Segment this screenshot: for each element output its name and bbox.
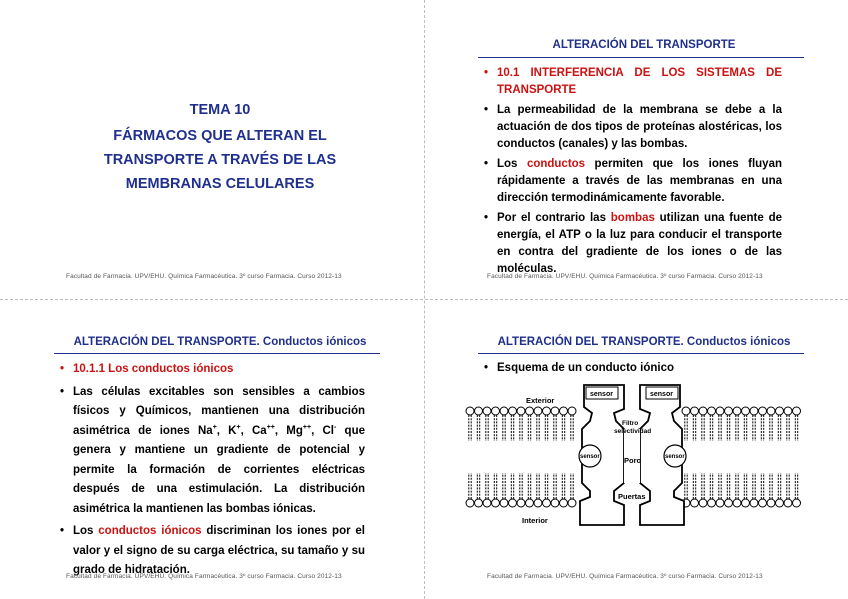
lipid-molecule (543, 407, 551, 441)
exterior-label: Exterior (526, 396, 555, 405)
lipid-molecule (716, 473, 724, 507)
lipid-molecule (767, 407, 775, 441)
slide-footer: Facultad de Farmacia. UPV/EHU. Química Farmacéutica. 3º curso Farmacia. Curso 2012-13 (66, 273, 342, 280)
text-run: Los (73, 525, 99, 537)
slide-footer: Facultad de Farmacia. UPV/EHU. Química Farmacéutica. 3º curso Farmacia. Curso 2012-13 (487, 573, 763, 580)
lipid-molecule (568, 407, 576, 441)
lipid-molecule (475, 407, 483, 441)
lipid-molecule (776, 473, 784, 507)
lipid-molecule (725, 407, 733, 441)
lipid-molecule (500, 407, 508, 441)
lipid-molecule (708, 407, 716, 441)
lipid-molecule (560, 473, 568, 507)
lipid-molecule (517, 407, 525, 441)
sensor-label: sensor (665, 454, 685, 460)
lipid-molecule (466, 407, 474, 441)
bullet-list (482, 360, 782, 380)
lipid-molecule (750, 407, 758, 441)
text-run: permiten que los iones fluyan rápidamente a través de las membranas en una dirección termodinámicamente favorable. (497, 158, 783, 204)
lipid-molecule (742, 407, 750, 441)
slide-title: ALTERACIÓN DEL TRANSPORTE. Conductos iónicos (73, 336, 367, 348)
bullet-item (482, 156, 782, 207)
tema-number: TEMA 10 (189, 102, 251, 118)
title-underline (478, 353, 804, 354)
text-run: que genera y mantiene un gradiente de potencial y permite la formación de corrientes eléctricas después de una estimulación. La distribución asimétrica la mantienen las bombas iónicas. (73, 424, 365, 515)
lipid-molecule (534, 407, 542, 441)
title-line-1: FÁRMACOS QUE ALTERAN EL (113, 128, 327, 144)
lipid-molecule (551, 473, 559, 507)
lipid-molecule (509, 407, 517, 441)
lipid-molecule (517, 473, 525, 507)
filter-label-1: Filtro (622, 420, 639, 427)
lipid-molecule (742, 473, 750, 507)
lipid-molecule (725, 473, 733, 507)
lipid-molecule (767, 473, 775, 507)
slide-title: ALTERACIÓN DEL TRANSPORTE. Conductos iónicos (497, 336, 791, 348)
slide-footer: Facultad de Farmacia. UPV/EHU. Química Farmacéutica. 3º curso Farmacia. Curso 2012-13 (487, 273, 763, 280)
lipid-molecule (526, 473, 534, 507)
lipid-molecule (750, 473, 758, 507)
lipid-molecule (560, 407, 568, 441)
text-run: discriminan los iones por el valor y el signo de su carga eléctrica, su tamaño y su grado de hidratación. (73, 525, 365, 576)
lipid-molecule (492, 407, 500, 441)
ion-channel-diagram (464, 383, 804, 533)
lipid-molecule (793, 407, 801, 441)
lipid-molecule (691, 473, 699, 507)
text-run: Las células excitables son sensibles a cambios físicos y Químicos, mantienen una distribución asimétrica de iones Na (73, 385, 365, 437)
bullet-item: • Esquema de un conducto iónico (482, 360, 782, 377)
text-run: , Cl (311, 424, 334, 437)
slide-footer: Facultad de Farmacia. UPV/EHU. Química Farmacéutica. 3º curso Farmacia. Curso 2012-13 (66, 573, 342, 580)
highlight-term: conductos (526, 158, 586, 170)
lipid-molecule (475, 473, 483, 507)
highlight-term: bombas (610, 212, 655, 224)
gates-label: Puertas (618, 492, 646, 501)
lipid-molecule (793, 473, 801, 507)
section-heading: • 10.1.1 Los conductos iónicos (58, 360, 365, 380)
lipid-molecule (483, 473, 491, 507)
lipid-molecule (708, 473, 716, 507)
title-line-3: MEMBRANAS CELULARES (125, 176, 315, 192)
lipid-molecule (466, 473, 474, 507)
superscript: ++ (266, 423, 275, 431)
lipid-molecule (534, 473, 542, 507)
lipid-molecule (699, 473, 707, 507)
filter-label-2: selectividad (614, 428, 652, 435)
slide-3 (0, 300, 424, 599)
lipid-molecule (759, 473, 767, 507)
text-run: , Mg (274, 424, 303, 437)
lipid-molecule (716, 407, 724, 441)
slide-4 (424, 300, 848, 599)
title-underline (54, 353, 380, 354)
lipid-molecule (776, 407, 784, 441)
superscript: + (212, 423, 217, 431)
lipid-molecule (733, 407, 741, 441)
text-run: Por el contrario las (497, 212, 611, 224)
slide-title: ALTERACIÓN DEL TRANSPORTE (552, 39, 736, 51)
lipid-molecule (784, 473, 792, 507)
section-heading: • 10.1 INTERFERENCIA DE LOS SISTEMAS DE TRANSPORTE (482, 65, 782, 99)
lipid-molecule (699, 407, 707, 441)
title-block (40, 100, 400, 196)
bullet-item: • La permeabilidad de la membrana se debe a la actuación de dos tipos de proteínas alostéricas, los conductos (canales) y las bombas. (482, 102, 782, 153)
lipid-molecule (526, 407, 534, 441)
lipid-molecule (759, 407, 767, 441)
lipid-molecule (483, 407, 491, 441)
lipid-molecule (784, 407, 792, 441)
bullet-item (58, 522, 365, 581)
bullet-item (58, 383, 365, 520)
sensor-label: sensor (650, 391, 673, 398)
text-run: utilizan una fuente de energía, el ATP o la luz para conducir el transporte en contra del gradiente de los iones o de las moléculas. (497, 212, 782, 275)
superscript: + (236, 423, 241, 431)
bullet-list (482, 65, 782, 281)
lipid-molecule (551, 407, 559, 441)
title-underline (478, 57, 804, 58)
bullet-list (58, 360, 365, 584)
text-run: , Ca (240, 424, 267, 437)
sensor-label: sensor (580, 454, 600, 460)
lipid-molecule (492, 473, 500, 507)
superscript: - (334, 423, 337, 431)
text-run: , K (216, 424, 237, 437)
pore-label: Poro (624, 456, 642, 465)
lipid-molecule (733, 473, 741, 507)
slide-1 (0, 0, 424, 299)
lipid-molecule (509, 473, 517, 507)
interior-label: Interior (522, 516, 548, 525)
lipid-molecule (500, 473, 508, 507)
superscript: ++ (302, 423, 312, 431)
lipid-molecule (691, 407, 699, 441)
lipid-molecule (568, 473, 576, 507)
bullet-item (482, 210, 782, 278)
lipid-molecule (543, 473, 551, 507)
highlight-term: conductos iónicos (98, 525, 202, 537)
lipid-molecule (682, 407, 690, 441)
slide-2 (424, 0, 848, 299)
sensor-label: sensor (590, 391, 613, 398)
text-run: Los (497, 158, 527, 170)
title-line-2: TRANSPORTE A TRAVÉS DE LAS (103, 152, 337, 168)
